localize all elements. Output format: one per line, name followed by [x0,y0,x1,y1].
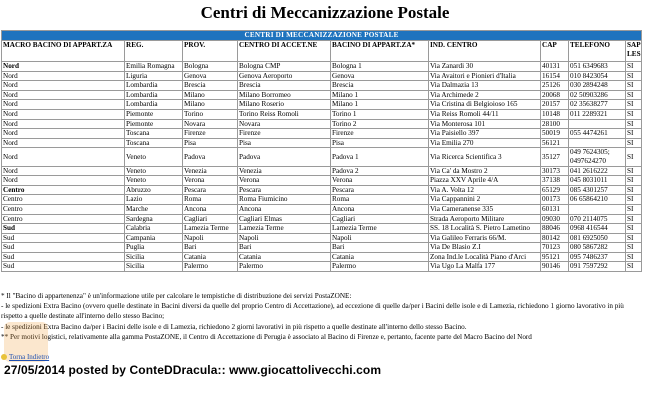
cell-prov: Torino [183,109,238,119]
cell-tel: 070 2114075 [569,214,626,224]
cell-centro: Palermo [238,262,331,272]
cell-bacino: Bari [331,243,429,253]
cell-reg: Calabria [125,224,183,234]
cell-bacino: Napoli [331,233,429,243]
table-row [2,262,642,272]
cell-sap: SI [626,166,642,176]
cell-prov: Pisa [183,138,238,148]
cell-prov: Palermo [183,262,238,272]
cell-macro: Centro [2,185,125,195]
cell-bacino: Pescara [331,185,429,195]
table-row [2,185,642,195]
table-row [2,214,642,224]
cell-ind: Zona Ind.le Località Piano d'Arci [429,252,541,262]
cell-tel: 095 7486237 [569,252,626,262]
cell-cap: 20068 [541,90,569,100]
header-reg: REG. [125,41,183,62]
cell-reg: Sicilia [125,262,183,272]
cell-reg: Toscana [125,129,183,139]
cell-prov: Cagliari [183,214,238,224]
table-header-row [2,41,642,62]
cell-centro: Milano Borromeo [238,90,331,100]
cell-sap: SI [626,262,642,272]
cell-macro: Nord [2,71,125,81]
cell-sap: SI [626,71,642,81]
cell-ind: Via Galileo Ferraris 66/M. [429,233,541,243]
cell-centro: Bari [238,243,331,253]
cell-centro: Padova [238,148,331,166]
cell-ind: Via Archimede 2 [429,90,541,100]
cell-bacino: Padova 1 [331,148,429,166]
cell-macro: Nord [2,62,125,72]
cell-sap: SI [626,233,642,243]
cell-reg: Lombardia [125,90,183,100]
cell-centro: Genova Aeroporto [238,71,331,81]
cell-macro: Centro [2,204,125,214]
cell-ind: SS. 18 Località S. Pietro Lametino [429,224,541,234]
cell-reg: Lombardia [125,81,183,91]
cell-centro: Cagliari Elmas [238,214,331,224]
cell-centro: Brescia [238,81,331,91]
cell-tel: 049 7624305; 0497624270 [569,148,626,166]
cell-reg: Piemonte [125,109,183,119]
cell-sap: SI [626,81,642,91]
cell-reg: Toscana [125,138,183,148]
table-row [2,62,642,72]
cell-reg: Puglia [125,243,183,253]
cell-prov: Milano [183,90,238,100]
cell-ind: Via Emilia 270 [429,138,541,148]
cell-cap: 80142 [541,233,569,243]
header-cap: CAP [541,41,569,62]
cell-macro: Nord [2,166,125,176]
page-title: Centri di Meccanizzazione Postale [200,3,450,22]
header-tel: TELEFONO [569,41,626,62]
cell-prov: Roma [183,195,238,205]
table-row [2,243,642,253]
cell-tel [569,138,626,148]
table-row [2,138,642,148]
cell-prov: Napoli [183,233,238,243]
cell-sap: SI [626,243,642,253]
cell-reg: Sicilia [125,252,183,262]
cell-reg: Lombardia [125,100,183,110]
cell-cap: 50019 [541,129,569,139]
cell-tel: 091 7597292 [569,262,626,272]
table-row [2,252,642,262]
cell-prov: Bologna [183,62,238,72]
cell-bacino: Roma [331,195,429,205]
cell-tel: 085 4301257 [569,185,626,195]
cell-ind: Via Ca' da Mostro 2 [429,166,541,176]
cell-reg: Sardegna [125,214,183,224]
cell-macro: Sud [2,233,125,243]
cell-prov: Ancona [183,204,238,214]
cell-ind: Via Dalmazia 13 [429,81,541,91]
cell-ind: Via A. Volta 12 [429,185,541,195]
cell-ind: Via Monterosa 101 [429,119,541,129]
cell-sap: SI [626,185,642,195]
cell-centro: Napoli [238,233,331,243]
cell-cap: 10148 [541,109,569,119]
cell-prov: Firenze [183,129,238,139]
cell-macro: Centro [2,195,125,205]
cell-centro: Venezia [238,166,331,176]
cell-ind: Via Cristina di Belgioioso 165 [429,100,541,110]
cell-tel: 030 2894248 [569,81,626,91]
cell-bacino: Palermo [331,262,429,272]
cell-prov: Catania [183,252,238,262]
cell-bacino: Cagliari [331,214,429,224]
cell-bacino: Bologna 1 [331,62,429,72]
cell-reg: Piemonte [125,119,183,129]
cell-tel: 041 2616222 [569,166,626,176]
cell-cap: 30173 [541,166,569,176]
cell-macro: Sud [2,252,125,262]
cell-macro: Nord [2,129,125,139]
cell-cap: 09030 [541,214,569,224]
cell-centro: Milano Roserio [238,100,331,110]
cell-cap: 28100 [541,119,569,129]
cell-tel: 080 5867282 [569,243,626,253]
cell-reg: Emilia Romagna [125,62,183,72]
cell-reg: Abruzzo [125,185,183,195]
cell-prov: Genova [183,71,238,81]
cell-ind: Via Paisiello 397 [429,129,541,139]
cell-tel: 011 2289321 [569,109,626,119]
cell-macro: Nord [2,119,125,129]
back-link[interactable] [1,353,49,361]
cell-tel [569,119,626,129]
centers-table [1,30,642,272]
table-row [2,166,642,176]
cell-sap: SI [626,148,642,166]
cell-bacino: Padova 2 [331,166,429,176]
cell-macro: Nord [2,148,125,166]
cell-macro: Nord [2,90,125,100]
footnote-3: - le spedizioni Extra Bacino da/per i Bacini delle isole e di Lamezia, richiedono 2 giorni lavorativi in più rispetto a quelle destinate all'interno dello stesso Bacino. [1,322,467,331]
cell-prov: Pescara [183,185,238,195]
header-ind: IND. CENTRO [429,41,541,62]
cell-centro: Bologna CMP [238,62,331,72]
cell-cap: 95121 [541,252,569,262]
cell-prov: Venezia [183,166,238,176]
cell-sap: SI [626,204,642,214]
cell-reg: Veneto [125,166,183,176]
table-row [2,224,642,234]
cell-cap: 40131 [541,62,569,72]
cell-macro: Sud [2,224,125,234]
cell-macro: Nord [2,138,125,148]
table-row [2,109,642,119]
cell-ind: Via Reiss Romoli 44/11 [429,109,541,119]
cell-centro: Verona [238,176,331,186]
cell-ind: Via Zanardi 30 [429,62,541,72]
cell-cap: 35127 [541,148,569,166]
table-row [2,90,642,100]
cell-macro: Nord [2,81,125,91]
footnotes [1,291,646,342]
cell-cap: 70123 [541,243,569,253]
cell-sap: SI [626,90,642,100]
cell-tel: 055 4474261 [569,129,626,139]
cell-tel: 0968 416544 [569,224,626,234]
table-row [2,148,642,166]
cell-centro: Torino Reiss Romoli [238,109,331,119]
cell-macro: Nord [2,176,125,186]
cell-prov: Lamezia Terme [183,224,238,234]
cell-cap: 37138 [541,176,569,186]
cell-bacino: Verona [331,176,429,186]
table-row [2,71,642,81]
cell-bacino: Milano 1 [331,90,429,100]
cell-sap: SI [626,214,642,224]
cell-prov: Bari [183,243,238,253]
cell-sap: SI [626,176,642,186]
footnote-1: * Il "Bacino di appartenenza" è un'informazione utile per calcolare le tempistiche di distribuzione dei servizi PostaZONE: [1,292,352,300]
cell-macro: Nord [2,100,125,110]
cell-reg: Liguria [125,71,183,81]
cell-cap: 90146 [541,262,569,272]
cell-tel: 02 35638277 [569,100,626,110]
cell-reg: Veneto [125,176,183,186]
cell-centro: Pescara [238,185,331,195]
cell-reg: Lazio [125,195,183,205]
cell-cap: 20157 [541,100,569,110]
cell-prov: Brescia [183,81,238,91]
cell-bacino: Pisa [331,138,429,148]
cell-tel: 06 65864210 [569,195,626,205]
cell-ind: Via De Blasio Z.I [429,243,541,253]
cell-macro: Centro [2,214,125,224]
cell-sap: SI [626,109,642,119]
back-link-label: Torna Indietro [9,353,50,361]
cell-tel [569,204,626,214]
cell-centro: Firenze [238,129,331,139]
cell-bacino: Lamezia Terme [331,224,429,234]
cell-reg: Campania [125,233,183,243]
back-arrow-icon [1,354,7,360]
cell-bacino: Milano 1 [331,100,429,110]
cell-cap: 60131 [541,204,569,214]
cell-sap: SI [626,195,642,205]
cell-macro: Sud [2,262,125,272]
table-row [2,204,642,214]
cell-reg: Marche [125,204,183,214]
cell-tel: 081 6925050 [569,233,626,243]
cell-sap: SI [626,119,642,129]
cell-sap: SI [626,129,642,139]
cell-centro: Roma Fiumicino [238,195,331,205]
cell-prov: Padova [183,148,238,166]
header-sap: SAP LES [626,41,642,62]
header-centro: CENTRO DI ACCET.NE [238,41,331,62]
table-body [2,62,642,272]
cell-tel: 045 8031011 [569,176,626,186]
cell-bacino: Torino 2 [331,119,429,129]
table-row [2,176,642,186]
cell-prov: Novara [183,119,238,129]
table-row [2,233,642,243]
cell-ind: Piazza XXV Aprile 4/A [429,176,541,186]
cell-sap: SI [626,100,642,110]
cell-centro: Catania [238,252,331,262]
cell-prov: Milano [183,100,238,110]
cell-macro: Nord [2,109,125,119]
cell-bacino: Ancona [331,204,429,214]
header-bacino: BACINO DI APPART.ZA* [331,41,429,62]
cell-tel: 010 8423054 [569,71,626,81]
cell-bacino: Catania [331,252,429,262]
cell-prov: Verona [183,176,238,186]
footer-credit: 27/05/2014 posted by ConteDDracula:: www.giocattolivecchi.com [4,363,382,377]
cell-bacino: Firenze [331,129,429,139]
cell-cap: 00173 [541,195,569,205]
footnote-4: ** Per motivi logistici, relativamente alla gamma PostaZONE, il Centro di Accettazione di Perugia è associato al Bacino di Firenze e, pertanto, facente parte del Macro Bacino del Nord [1,332,532,341]
cell-ind: Strada Aeroporto Militare [429,214,541,224]
cell-cap: 16154 [541,71,569,81]
table-caption: CENTRI DI MECCANIZZAZIONE POSTALE [2,31,642,41]
cell-tel: 051 6349683 [569,62,626,72]
cell-sap: SI [626,138,642,148]
footnote-2: - le spedizioni Extra Bacino (ovvero quelle destinate in Bacini diversi da quelle del proprio Centro di Accettazione), ad eccezione di quelle da/per i Bacini delle isole e di Lamezia, richiedono 1 giorno lavorativo in più rispetto a quelle destinate all'interno dello stesso Bacino; [1,302,624,321]
cell-reg: Veneto [125,148,183,166]
cell-bacino: Genova [331,71,429,81]
table-row [2,81,642,91]
cell-ind: Via Ricerca Scientifica 3 [429,148,541,166]
cell-sap: SI [626,252,642,262]
centers-table-wrapper [1,30,641,272]
header-prov: PROV. [183,41,238,62]
cell-ind: Via Ugo La Malfa 177 [429,262,541,272]
cell-sap: SI [626,224,642,234]
table-row [2,100,642,110]
cell-cap: 88046 [541,224,569,234]
cell-tel: 02 50903286 [569,90,626,100]
cell-sap: SI [626,62,642,72]
cell-centro: Ancona [238,204,331,214]
cell-bacino: Brescia [331,81,429,91]
cell-centro: Novara [238,119,331,129]
cell-cap: 56121 [541,138,569,148]
cell-centro: Pisa [238,138,331,148]
cell-centro: Lamezia Terme [238,224,331,234]
cell-ind: Via Cameranense 335 [429,204,541,214]
table-row [2,119,642,129]
cell-bacino: Torino 1 [331,109,429,119]
table-row [2,195,642,205]
cell-ind: Via Cappannini 2 [429,195,541,205]
cell-cap: 65129 [541,185,569,195]
table-row [2,129,642,139]
cell-cap: 25126 [541,81,569,91]
cell-macro: Sud [2,243,125,253]
header-macro: MACRO BACINO DI APPART.ZA [2,41,125,62]
cell-ind: Via Avaitori e Pionieri d'Italia [429,71,541,81]
